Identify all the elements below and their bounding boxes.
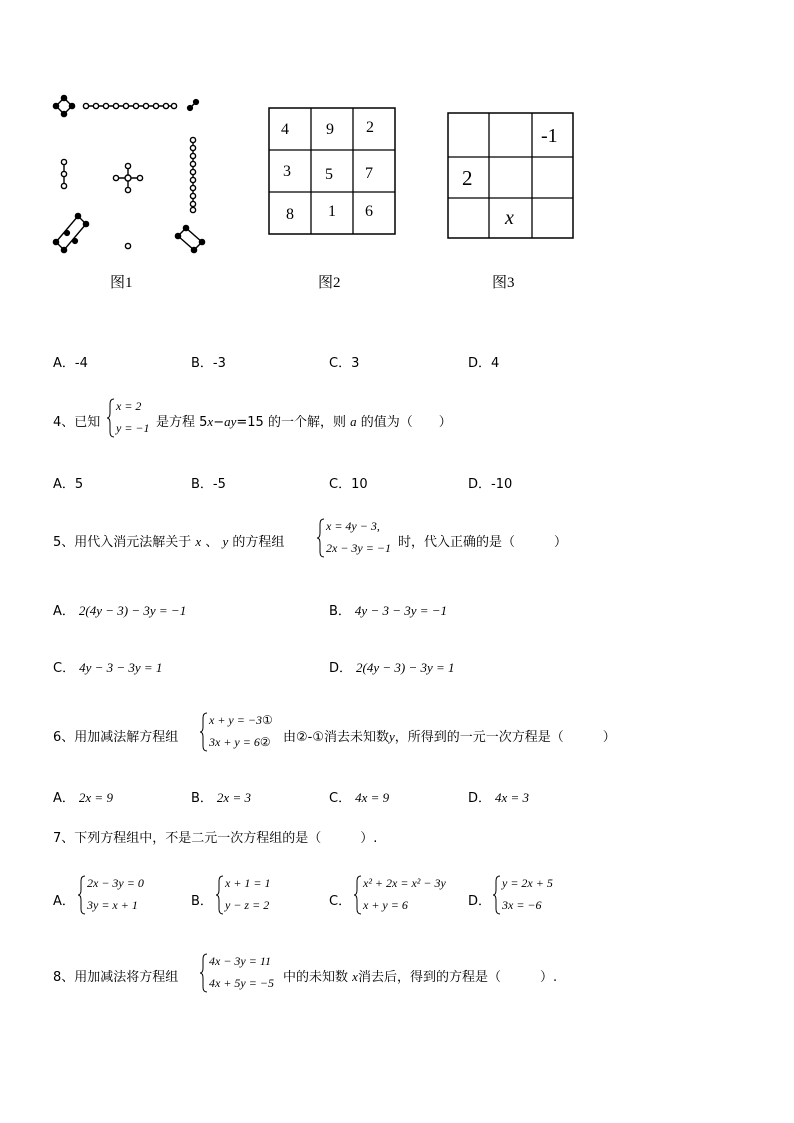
q6-system-line-2 — [209, 735, 271, 750]
q5-option-a[interactable] — [53, 600, 186, 619]
q4-option-a[interactable]: A．5 — [53, 477, 84, 492]
brace-icon — [78, 875, 86, 915]
q5-option-a-label: A． — [53, 604, 75, 619]
grid-cell: 8 — [286, 206, 294, 223]
q6-option-b-math: 2x = 3 — [216, 790, 251, 805]
q5-option-b-label: B． — [329, 604, 351, 619]
q4-minus: − — [213, 415, 225, 430]
q6-option-d-math: 4x = 3 — [495, 790, 530, 805]
q5-option-c[interactable] — [53, 657, 162, 676]
q5-option-d-math: 2(4y − 3) − 3y = 1 — [356, 660, 455, 675]
q5-option-d[interactable] — [329, 657, 455, 676]
q6-option-c-math: 4x = 9 — [355, 790, 390, 805]
q4-stem-suffix: 的值为（ ） — [360, 415, 452, 430]
q6-option-c[interactable] — [329, 787, 389, 806]
q8-stem-rest — [283, 966, 557, 985]
brace-icon — [200, 712, 208, 752]
q6-option-b[interactable] — [191, 787, 251, 806]
q8-mid: 中的未知数 — [283, 970, 349, 985]
q6-eq-1-mark: ① — [261, 713, 273, 727]
q7-option-c-line-2: x + y = 6 — [363, 898, 408, 912]
grid-cell: 9 — [326, 121, 334, 138]
grid-cell: 2 — [366, 119, 374, 136]
grid-cell: 7 — [365, 165, 373, 182]
q7-option-c-line-1: x² + 2x = x² − 3y — [363, 876, 446, 890]
q5-option-d-label: D． — [329, 661, 353, 676]
q6-option-c-label: C． — [329, 791, 352, 806]
grid-cell: 6 — [365, 203, 373, 220]
q6-var-y: y — [389, 729, 395, 744]
figure-1-caption: 图1 — [110, 275, 133, 291]
q4-stem-rest: =15 的一个解，则 — [236, 415, 346, 430]
grid-cell: 1 — [328, 203, 336, 220]
q7-option-a-line-2: 3y = x + 1 — [87, 898, 138, 912]
q4-option-c[interactable]: C．10 — [329, 477, 368, 492]
q4-option-d[interactable]: D．-10 — [468, 477, 513, 492]
grid-cell: 3 — [283, 163, 291, 180]
q3-option-b[interactable]: B．-3 — [191, 356, 226, 371]
q7-option-d-line-1: y = 2x + 5 — [502, 876, 553, 890]
q7-option-d-label[interactable]: D． — [468, 894, 492, 909]
grid-cell: -1 — [541, 125, 558, 147]
grid-cell: x — [505, 207, 514, 229]
q7-option-b-label[interactable]: B． — [191, 894, 213, 909]
q8-prefix: 8、用加减法将方程组 — [53, 970, 179, 985]
figure-2-caption: 图2 — [318, 275, 341, 291]
grid-cell: 4 — [281, 121, 289, 138]
q7-option-a-line-1: 2x − 3y = 0 — [87, 876, 144, 890]
grid-cell: 2 — [462, 166, 473, 190]
q8-system-line-2: 4x + 5y = −5 — [209, 976, 274, 990]
q5-mid: 的方程组 — [232, 535, 285, 550]
q5-prefix: 5、用代入消元法解关于 — [53, 535, 192, 550]
q6-suffix: ，所得到的一元一次方程是（ ） — [394, 730, 616, 745]
q5-option-c-math: 4y − 3 − 3y = 1 — [79, 660, 163, 675]
q4-system-line-1: x = 2 — [116, 399, 142, 413]
q8-suffix: 消去后，得到的方程是（ ）. — [357, 970, 558, 985]
q4-var-a: a — [350, 414, 357, 429]
q7-option-d-line-2: 3x = −6 — [502, 898, 542, 912]
q5-separator: 、 — [205, 535, 219, 550]
brace-icon — [493, 875, 501, 915]
brace-icon — [216, 875, 224, 915]
q6-option-a[interactable] — [53, 787, 113, 806]
dot-pattern-figure — [50, 92, 210, 262]
brace-icon — [354, 875, 362, 915]
q5-stem-start — [53, 531, 284, 550]
q5-system-line-2: 2x − 3y = −1 — [326, 541, 391, 555]
q5-option-c-label: C． — [53, 661, 76, 676]
q6-stem-rest — [283, 726, 616, 745]
q8-var-x: x — [352, 969, 358, 984]
q6-eq-2-mark: ② — [259, 735, 271, 749]
q6-option-a-math: 2x = 9 — [78, 790, 113, 805]
grid-cell: 5 — [325, 166, 333, 183]
q6-option-d[interactable] — [468, 787, 529, 806]
q4-stem-text — [156, 411, 452, 430]
q6-prefix: 6、用加减法解方程组 — [53, 730, 179, 745]
figure-3-caption: 图3 — [492, 275, 515, 291]
q6-option-d-label: D． — [468, 791, 492, 806]
brace-icon — [317, 518, 325, 558]
q6-mid: 由②-①消去未知数 — [283, 730, 389, 745]
brace-icon — [200, 953, 208, 993]
q7-option-b-line-2: y − z = 2 — [225, 898, 270, 912]
q3-option-a[interactable]: A．-4 — [53, 356, 88, 371]
q6-system-line-1 — [209, 713, 273, 728]
q3-option-d[interactable]: D．4 — [468, 356, 500, 371]
q5-system-line-1: x = 4y − 3, — [326, 519, 380, 533]
q6-eq-1: x + y = −3 — [209, 713, 262, 727]
q5-var-x: x — [195, 534, 202, 549]
q5-option-a-math: 2(4y − 3) − 3y = −1 — [78, 603, 187, 618]
q7-option-b-line-1: x + 1 = 1 — [225, 876, 271, 890]
q7-stem: 7、下列方程组中，不是二元一次方程组的是（ ）. — [53, 831, 378, 846]
q7-option-c-label[interactable]: C． — [329, 894, 352, 909]
q4-system-line-2: y = −1 — [116, 421, 150, 435]
q4-prefix: 4、已知 — [53, 415, 101, 430]
q5-suffix: 时，代入正确的是（ ） — [398, 535, 568, 550]
q5-option-b[interactable] — [329, 600, 447, 619]
brace-icon — [107, 398, 115, 438]
q6-eq-2: 3x + y = 6 — [209, 735, 260, 749]
q8-system-line-1: 4x − 3y = 11 — [209, 954, 271, 968]
q4-var-ay: ay — [224, 414, 237, 429]
q3-option-c[interactable]: C．3 — [329, 356, 360, 371]
q4-stem-mid: 是方程 5 — [156, 415, 208, 430]
q7-option-a-label[interactable]: A． — [53, 894, 75, 909]
q4-option-b[interactable]: B．-5 — [191, 477, 226, 492]
q5-var-y: y — [222, 534, 229, 549]
q4-var-x: x — [207, 414, 214, 429]
q5-option-b-math: 4y − 3 − 3y = −1 — [354, 603, 448, 618]
q6-option-b-label: B． — [191, 791, 213, 806]
q6-option-a-label: A． — [53, 791, 75, 806]
